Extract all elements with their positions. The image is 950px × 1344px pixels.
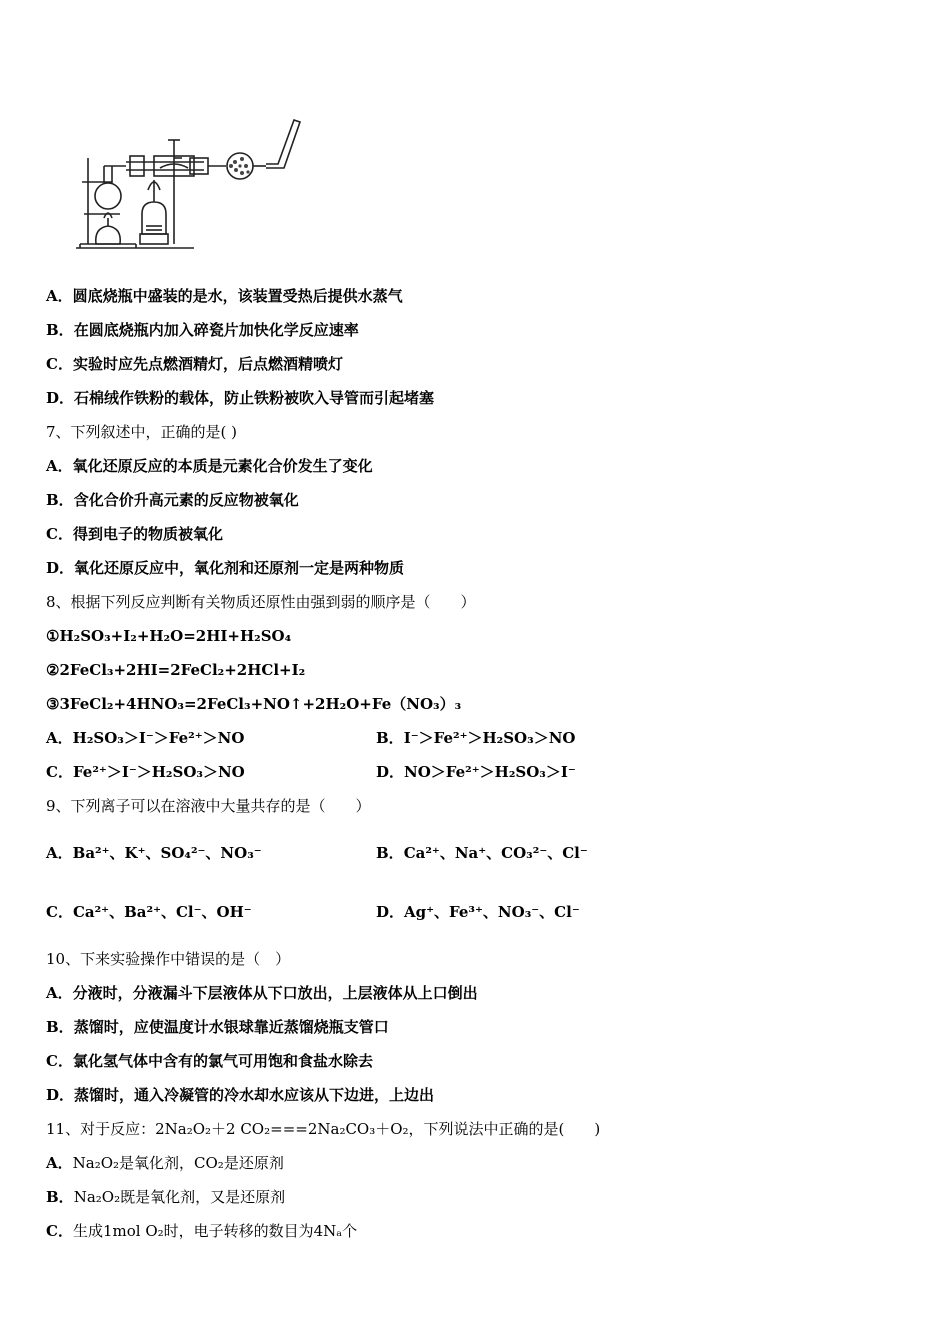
- q6-option-a-text: 圆底烧瓶中盛装的是水，该装置受热后提供水蒸气: [72, 287, 403, 305]
- q11-option-a[interactable]: A．Na₂O₂是氧化剂，CO₂是还原剂: [46, 1154, 284, 1172]
- q6-option-d[interactable]: D．石棉绒作铁粉的载体，防止铁粉被吹入导管而引起堵塞: [46, 389, 435, 407]
- q9-option-c[interactable]: C．Ca²⁺、Ba²⁺、Cl⁻、OH⁻: [46, 903, 252, 921]
- q8-stem: 8、根据下列反应判断有关物质还原性由强到弱的顺序是（ ）: [46, 593, 476, 611]
- q8-option-b[interactable]: B．I⁻＞Fe²⁺＞H₂SO₃＞NO: [376, 729, 576, 747]
- q7-stem: 7、下列叙述中，正确的是( ): [46, 423, 238, 441]
- q7-option-a[interactable]: A．氧化还原反应的本质是元素化合价发生了变化: [46, 457, 373, 475]
- q9-stem: 9、下列离子可以在溶液中大量共存的是（ ）: [46, 797, 371, 815]
- q11-option-b[interactable]: B．Na₂O₂既是氧化剂，又是还原剂: [46, 1188, 286, 1206]
- q10-option-b[interactable]: B．蒸馏时，应使温度计水银球靠近蒸馏烧瓶支管口: [46, 1018, 389, 1036]
- q6-option-d-text: 石棉绒作铁粉的载体，防止铁粉被吹入导管而引起堵塞: [74, 389, 435, 407]
- distillation-apparatus-icon: [70, 110, 305, 255]
- q9-option-a[interactable]: A．Ba²⁺、K⁺、SO₄²⁻、NO₃⁻: [46, 844, 262, 862]
- q8-reaction-2: ②2FeCl₃+2HI=2FeCl₂+2HCl+I₂: [46, 661, 306, 679]
- q8-reaction-1: ①H₂SO₃+I₂+H₂O=2HI+H₂SO₄: [46, 627, 292, 645]
- q7-option-b[interactable]: B．含化合价升高元素的反应物被氧化: [46, 491, 299, 509]
- q10-stem: 10、下来实验操作中错误的是（ ）: [46, 950, 291, 968]
- q10-option-a[interactable]: A．分液时，分液漏斗下层液体从下口放出，上层液体从上口倒出: [46, 984, 478, 1002]
- q8-option-c[interactable]: C．Fe²⁺＞I⁻＞H₂SO₃＞NO: [46, 763, 245, 781]
- q8-reaction-3: ③3FeCl₂+4HNO₃=2FeCl₃+NO↑+2H₂O+Fe（NO₃）₃: [46, 695, 462, 713]
- q9-option-b[interactable]: B．Ca²⁺、Na⁺、CO₃²⁻、Cl⁻: [376, 844, 588, 862]
- q11-option-c[interactable]: C．生成1mol O₂时，电子转移的数目为4Nₐ个: [46, 1222, 358, 1240]
- q11-stem: 11、对于反应：2Na₂O₂＋2 CO₂===2Na₂CO₃＋O₂，下列说法中正确的是( ): [46, 1120, 601, 1138]
- q7-option-c[interactable]: C．得到电子的物质被氧化: [46, 525, 223, 543]
- q6-option-b[interactable]: B．在圆底烧瓶内加入碎瓷片加快化学反应速率: [46, 321, 359, 339]
- q6-option-b-text: 在圆底烧瓶内加入碎瓷片加快化学反应速率: [73, 321, 359, 339]
- q7-option-d[interactable]: D．氧化还原反应中，氧化剂和还原剂一定是两种物质: [46, 559, 405, 577]
- q6-option-c-text: 实验时应先点燃酒精灯，后点燃酒精喷灯: [72, 355, 343, 373]
- q9-option-d[interactable]: D．Ag⁺、Fe³⁺、NO₃⁻、Cl⁻: [376, 903, 580, 921]
- q8-option-a[interactable]: A．H₂SO₃＞I⁻＞Fe²⁺＞NO: [46, 729, 245, 747]
- q6-option-a[interactable]: A．圆底烧瓶中盛装的是水，该装置受热后提供水蒸气: [46, 287, 403, 305]
- q6-option-c[interactable]: C．实验时应先点燃酒精灯，后点燃酒精喷灯: [46, 355, 343, 373]
- q10-option-d[interactable]: D．蒸馏时，通入冷凝管的冷水却水应该从下边进，上边出: [46, 1086, 435, 1104]
- q8-option-d[interactable]: D．NO＞Fe²⁺＞H₂SO₃＞I⁻: [376, 763, 576, 781]
- q10-option-c[interactable]: C．氯化氢气体中含有的氯气可用饱和食盐水除去: [46, 1052, 373, 1070]
